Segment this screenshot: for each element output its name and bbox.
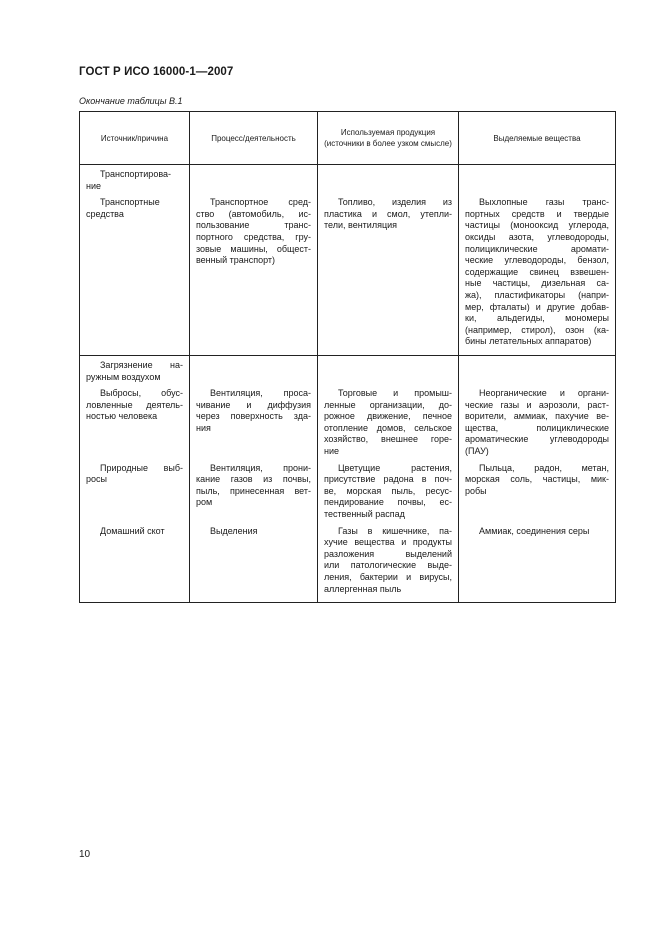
entry-line: ловленные деятель- [86,399,183,410]
entry-line: ние [324,446,340,457]
entry-line: пыль, принесенная вет- [196,485,311,496]
heading-spacer [196,169,311,192]
entry-line: рожное движение, печное [324,411,452,422]
entry-source [86,197,183,348]
entry-line: бины летательных аппаратов) [465,336,592,347]
entry-line: пользование транс- [196,220,311,231]
entry-line: Транспортные [100,197,160,208]
entry-line: ния [196,422,211,433]
cell-substances [459,165,616,356]
cell-substances [459,355,616,602]
entry-line: присутствие радона в поч- [324,474,452,485]
entry-line: мер, фталаты) и другие добав- [465,301,609,312]
entry-line: оксиды азота, углеводороды, [465,231,609,242]
entry-substances [465,463,609,521]
section-heading-line: ружным воздухом [86,371,161,382]
entry-line: ки, альдегиды, мономеры [465,313,609,324]
entry-line: Вентиляция, прони- [210,462,311,473]
entry-process [196,197,311,348]
entry-line: ленные организации, до- [324,399,452,410]
entry-line: Газы в кишечнике, па- [338,525,452,536]
entry-line: чивание и диффузия [196,399,311,410]
heading-spacer [465,360,609,383]
entry-line: пластика и смол, утепли- [324,208,452,219]
entry-line: зовые машины, общест- [196,243,311,254]
entry-line: Пыльца, радон, метан, [479,462,609,473]
entry-line: ворители, аммиак, пахучие ве- [465,411,609,422]
heading-spacer [324,360,452,383]
entry-line: Вентиляция, проса- [210,388,311,399]
entry-line: венный транспорт) [196,255,276,266]
entry-line: тественный распад [324,509,405,520]
entry-line: щества, полициклические [465,422,609,433]
entry-line: тели, вентиляция [324,220,397,231]
entry-process [196,463,311,521]
entry-line: портных средств и твердые [465,208,609,219]
emissions-table [79,111,616,603]
entry-process [196,526,311,596]
table-row [80,165,616,356]
entry-line: Выхлопные газы транс- [479,197,609,208]
entry-line: робы [465,485,487,496]
table-header-row [80,112,616,165]
section-heading [86,169,183,192]
entry-source [86,526,183,596]
column-header-process: Процесс/деятельность [190,112,318,165]
document-header: ГОСТ Р ИСО 16000-1—2007 [79,66,234,78]
entry-product [324,197,452,348]
entry-line: полициклические аромати- [465,243,609,254]
column-header-product: Используемая продукция (источники в более узком смысле) [318,112,459,165]
entry-line: пендирование почвы, ес- [324,497,452,508]
heading-spacer [324,169,452,192]
entry-product [324,388,452,458]
entry-line: ческие газы и аэрозоли, раст- [465,399,609,410]
column-header-substances: Выделяемые вещества [459,112,616,165]
entry-substances [465,197,609,348]
cell-process [190,355,318,602]
page-number: 10 [79,849,91,860]
entry-line: кание газов из почвы, [196,474,311,485]
cell-source [80,355,190,602]
entry-line: ве, морская пыль, ресус- [324,485,452,496]
entry-line: Топливо, изделия из [338,197,452,208]
entry-line: Выделения [210,525,258,536]
entry-line: Цветущие растения, [338,462,452,473]
entry-source [86,388,183,458]
section-heading-line: Транспортирова- [100,169,172,179]
cell-process [190,165,318,356]
entry-line: ления, бактерии и вирусы, [324,572,452,582]
section-heading-line: ние [86,180,102,191]
entry-line: Торговые и промыш- [338,388,452,399]
entry-line: или патологические выде- [324,560,452,571]
entry-line: разложения выделений [324,548,452,559]
entry-line: ностью человека [86,411,158,422]
entry-source [86,463,183,521]
entry-line: ароматические углеводороды [465,434,609,445]
entry-line: Домашний скот [100,525,165,536]
entry-line: аллергенная пыль [324,583,402,594]
entry-line: отопление домов, сельское [324,422,452,433]
cell-product [318,165,459,356]
entry-line: портного средства, гру- [196,231,311,242]
entry-line: морская соль, частицы, мик- [465,474,609,485]
entry-line: Транспортное сред- [210,197,311,208]
entry-line: Аммиак, соединения серы [479,525,590,536]
section-heading-line: Загрязнение на- [100,359,183,370]
column-header-source: Источник/причина [80,112,190,165]
entry-process [196,388,311,458]
entry-line: средства [86,208,124,219]
entry-line: Неорганические и органи- [479,388,609,399]
entry-line: ные частицы, дизельная са- [465,278,609,289]
entry-line: Природные выб- [100,462,183,473]
heading-spacer [196,360,311,383]
table-row [80,355,616,602]
entry-substances [465,388,609,458]
cell-product [318,355,459,602]
heading-spacer [465,169,609,192]
table-caption: Окончание таблицы В.1 [79,96,183,106]
entry-line: Выбросы, обус- [100,388,183,399]
entry-line: через поверхность зда- [196,411,311,422]
entry-line: хучие вещества и продукты [324,537,452,548]
entry-line: ческие углеводороды, бензол, [465,255,609,266]
entry-line: (ПАУ) [465,446,489,457]
entry-line: ром [196,497,213,508]
entry-line: (например, стирол), озон (ка- [465,324,609,335]
cell-source [80,165,190,356]
entry-line: хозяйство, внешнее горе- [324,434,452,445]
entry-line: содержащие свинец взвешен- [465,266,609,277]
entry-substances [465,526,609,596]
entry-line: жа), пластификаторы (напри- [465,289,609,300]
section-heading [86,360,183,383]
entry-line: ство (автомобиль, ис- [196,208,311,219]
entry-product [324,463,452,521]
entry-product [324,526,452,596]
entry-line: росы [86,474,107,485]
entry-line: частицы (монооксид углерода, [465,220,609,231]
